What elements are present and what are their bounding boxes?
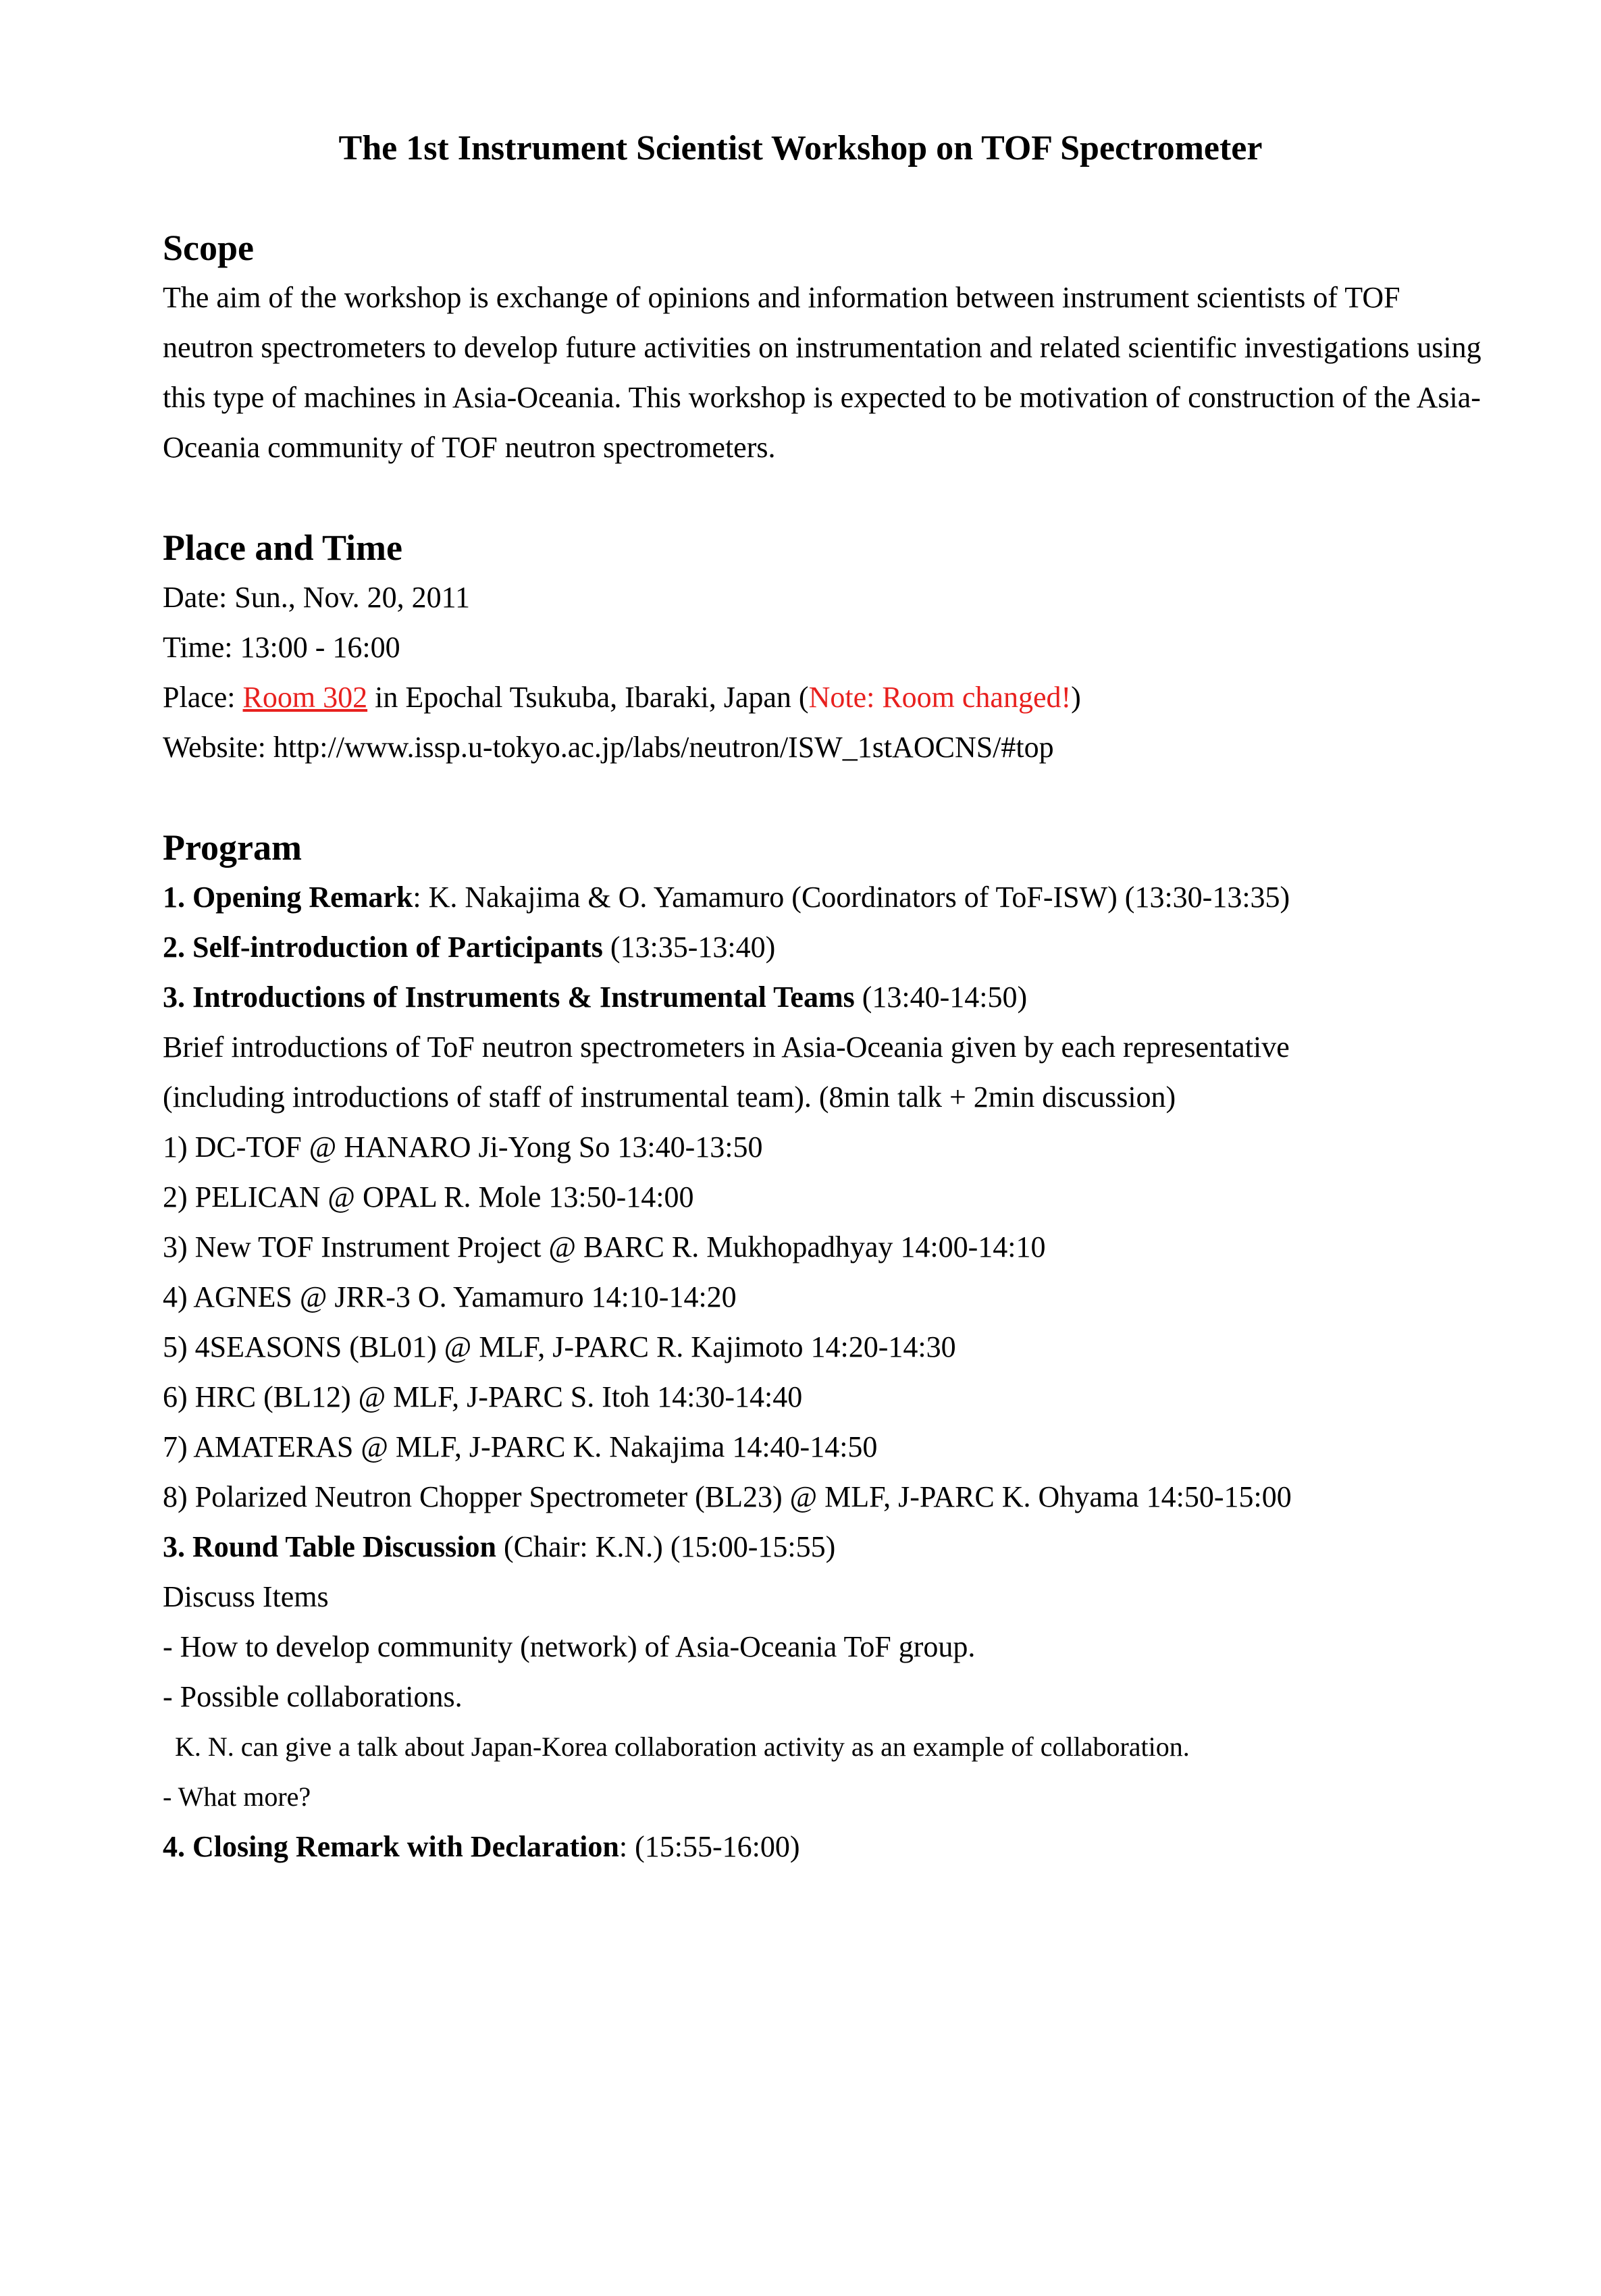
discuss-item: - What more? xyxy=(163,1781,311,1812)
program-item-detail: (13:40-14:50) xyxy=(854,981,1028,1014)
talk-item: 8) Polarized Neutron Chopper Spectrometer (BL23) @ MLF, J-PARC K. Ohyama 14:50-15:00 xyxy=(163,1480,1292,1513)
section-spacer xyxy=(163,473,1486,523)
place-close: ) xyxy=(1071,681,1081,714)
talk-item: 6) HRC (BL12) @ MLF, J-PARC S. Itoh 14:30-14:40 xyxy=(163,1380,803,1413)
talk-item: 3) New TOF Instrument Project @ BARC R. Mukhopadhyay 14:00-14:10 xyxy=(163,1230,1046,1263)
document-body xyxy=(163,223,1486,1872)
room-changed-note: Note: Room changed! xyxy=(808,681,1072,714)
discuss-item-note: K. N. can give a talk about Japan-Korea collaboration activity as an example of collaboration. xyxy=(175,1731,1190,1762)
instruments-description-2: (including introductions of staff of instrumental team). (8min talk + 2min discussion) xyxy=(163,1080,1176,1114)
program-item-title: 3. Introductions of Instruments & Instrumental Teams xyxy=(163,981,855,1014)
program-item-detail: : (15:55-16:00) xyxy=(619,1830,800,1863)
date-line: Date: Sun., Nov. 20, 2011 xyxy=(163,581,471,614)
discuss-item: - How to develop community (network) of Asia-Oceania ToF group. xyxy=(163,1630,976,1663)
program-item-round-table xyxy=(163,1522,1486,1572)
scope-heading: Scope xyxy=(163,228,254,268)
place-time-heading: Place and Time xyxy=(163,527,403,568)
program-item-title: 3. Round Table Discussion xyxy=(163,1530,496,1563)
program-item-title: 2. Self-introduction of Participants xyxy=(163,931,603,964)
talk-item: 1) DC-TOF @ HANARO Ji-Yong So 13:40-13:50 xyxy=(163,1130,763,1164)
talk-item: 2) PELICAN @ OPAL R. Mole 13:50-14:00 xyxy=(163,1180,694,1214)
place-line xyxy=(163,673,1486,723)
discuss-items-heading: Discuss Items xyxy=(163,1580,329,1613)
program-item-detail: (Chair: K.N.) (15:00-15:55) xyxy=(496,1530,836,1563)
program-item-self-intro xyxy=(163,922,1486,972)
website-line: Website: http://www.issp.u-tokyo.ac.jp/labs/neutron/ISW_1stAOCNS/#top xyxy=(163,731,1054,764)
program-heading: Program xyxy=(163,827,302,868)
program-item-title: 4. Closing Remark with Declaration xyxy=(163,1830,619,1863)
talk-item: 4) AGNES @ JRR-3 O. Yamamuro 14:10-14:20 xyxy=(163,1280,737,1313)
time-line: Time: 13:00 - 16:00 xyxy=(163,631,400,664)
program-item-title: 1. Opening Remark xyxy=(163,881,413,914)
program-item-detail: (13:35-13:40) xyxy=(602,931,776,964)
talk-item: 7) AMATERAS @ MLF, J-PARC K. Nakajima 14:40-14:50 xyxy=(163,1430,878,1463)
document-title: The 1st Instrument Scientist Workshop on TOF Spectrometer xyxy=(338,129,1263,167)
place-rest: in Epochal Tsukuba, Ibaraki, Japan ( xyxy=(367,681,809,714)
room-link[interactable]: Room 302 xyxy=(242,681,368,714)
scope-text: The aim of the workshop is exchange of opinions and information between instrument scientists of TOF neutron spectrometers to develop future activities on instrumentation and related scientific investigations using this type of machines in Asia-Oceania. This workshop is expected to be motivation of construction of the Asia-Oceania community of TOF neutron spectrometers. xyxy=(163,281,1481,464)
program-item-opening xyxy=(163,872,1486,922)
program-item-detail: : K. Nakajima & O. Yamamuro (Coordinators of ToF-ISW) (13:30-13:35) xyxy=(413,881,1290,914)
discuss-item: - Possible collaborations. xyxy=(163,1680,463,1713)
instruments-description-1: Brief introductions of ToF neutron spectrometers in Asia-Oceania given by each representative xyxy=(163,1030,1290,1064)
section-spacer xyxy=(163,773,1486,823)
talk-item: 5) 4SEASONS (BL01) @ MLF, J-PARC R. Kajimoto 14:20-14:30 xyxy=(163,1330,956,1363)
place-prefix: Place: xyxy=(163,681,243,714)
program-item-instruments xyxy=(163,972,1486,1022)
program-item-closing xyxy=(163,1822,1486,1872)
